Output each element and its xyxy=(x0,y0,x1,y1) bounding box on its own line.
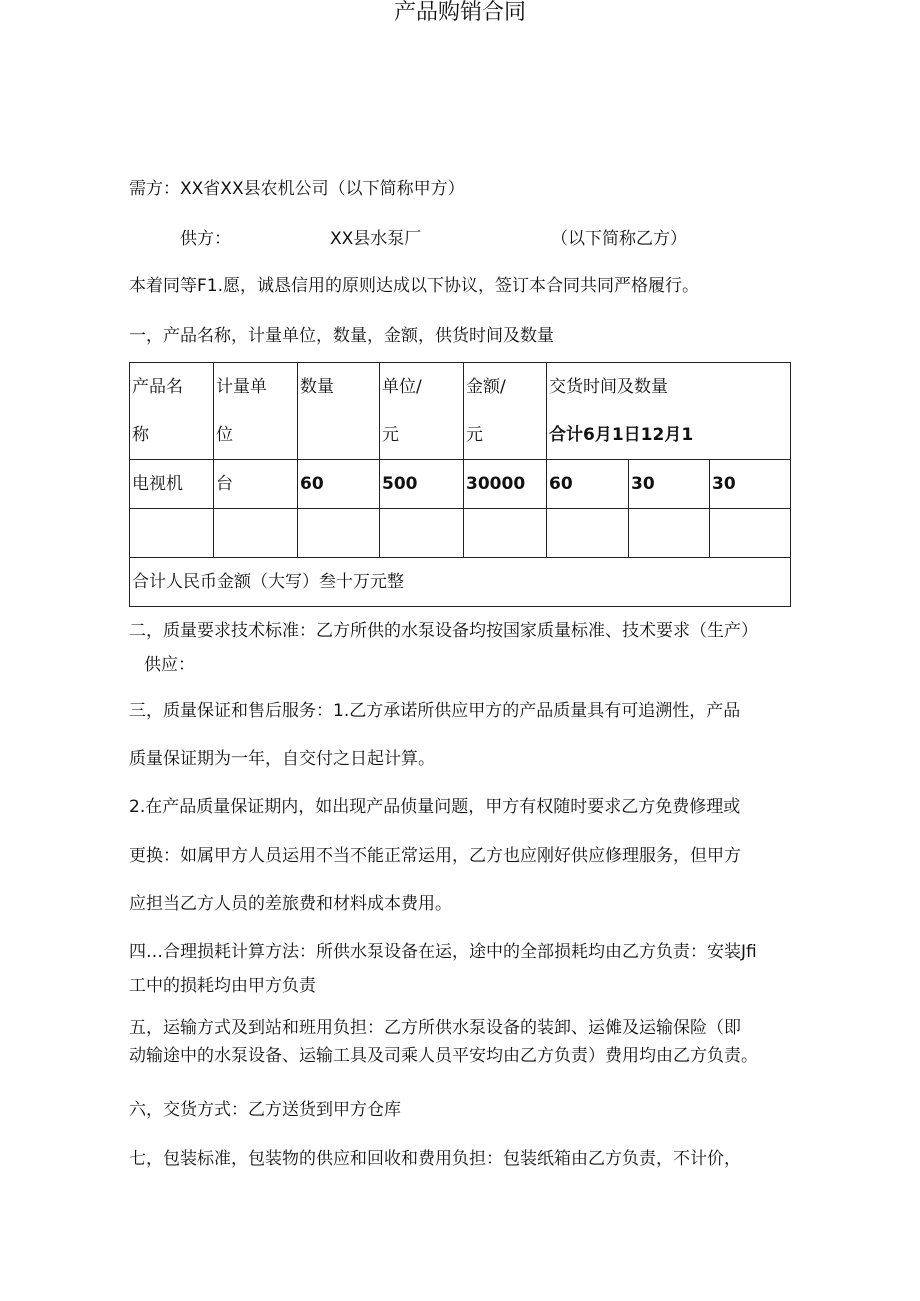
header-delivery-sub: 合计6月1日12月1 xyxy=(547,411,791,460)
header-product-name: 产品名 称 xyxy=(130,363,214,460)
section3-line2: 质量保证期为一年，自交付之日起计算。 xyxy=(129,749,435,769)
section4-line1: 四…合理损耗计算方法：所供水泵设备在运，途中的全部损耗均由乙方负责：安装Jfi xyxy=(129,942,757,962)
section6: 六，交货方式：乙方送货到甲方仓库 xyxy=(129,1100,401,1120)
cell-unit-price: 500 xyxy=(380,460,464,509)
cell-unit: 台 xyxy=(214,460,298,509)
section7: 七，包装标准，包装物的供应和回收和费用负担：包装纸箱由乙方负责，不计价， xyxy=(129,1149,741,1169)
cell-delivery-3: 30 xyxy=(710,460,791,509)
seller-name: XX县水泵厂 xyxy=(330,229,422,249)
product-table xyxy=(129,362,791,607)
seller-alias: （以下简称乙方） xyxy=(551,229,687,249)
header-amount: 金额/ 元 xyxy=(464,363,547,460)
document-title: 产品购销合同 xyxy=(393,0,526,25)
total-amount-row: 合计人民币金额（大写）叁十万元整 xyxy=(130,558,791,607)
table-row-empty xyxy=(130,509,791,558)
cell-product: 电视机 xyxy=(130,460,214,509)
seller-label: 供方： xyxy=(180,229,231,249)
buyer-line: 需方：XX省XX县农机公司（以下简称甲方） xyxy=(129,179,465,199)
header-quantity: 数量 xyxy=(298,363,380,460)
header-delivery: 交货时间及数量 xyxy=(547,363,791,412)
cell-amount: 30000 xyxy=(464,460,547,509)
section5-line1: 五，运输方式及到站和班用负担：乙方所供水泵设备的装卸、运傩及运输保险（即 xyxy=(129,1018,741,1038)
table-row xyxy=(130,460,791,509)
section5-line2: 动输途中的水泵设备、运输工具及司乘人员平安均由乙方负责）费用均由乙方负责。 xyxy=(129,1046,758,1066)
intro-paragraph: 本着同等F1.愿，诚恳信用的原则达成以下协议，签订本合同共同严格履行。 xyxy=(129,276,699,296)
section2-line1: 二，质量要求技术标准：乙方所供的水泵设备均按国家质量标准、技术要求（生产） xyxy=(129,621,758,641)
section1-heading: 一，产品名称，计量单位，数量，金额，供货时间及数量 xyxy=(129,326,554,346)
section3-2-line1: 2.在产品质量保证期内，如出现产品侦量问题，甲方有权随时要求乙方免费修理或 xyxy=(129,797,741,817)
section4-line2: 工中的损耗均由甲方负责 xyxy=(129,976,316,996)
cell-delivery-2: 30 xyxy=(629,460,710,509)
section2-line2: 供应： xyxy=(144,655,195,675)
header-unit: 计量单 位 xyxy=(214,363,298,460)
section3-line1: 三，质量保证和售后服务：1.乙方承诺所供应甲方的产品质量具有可追溯性，产品 xyxy=(129,701,741,721)
cell-quantity: 60 xyxy=(298,460,380,509)
section3-2-line2: 更换：如属甲方人员运用不当不能正常运用，乙方也应刚好供应修理服务，但甲方 xyxy=(129,846,741,866)
section3-2-line3: 应担当乙方人员的差旅费和材料成本费用。 xyxy=(129,894,452,914)
header-unit-price: 单位/ 元 xyxy=(380,363,464,460)
cell-delivery-1: 60 xyxy=(547,460,629,509)
